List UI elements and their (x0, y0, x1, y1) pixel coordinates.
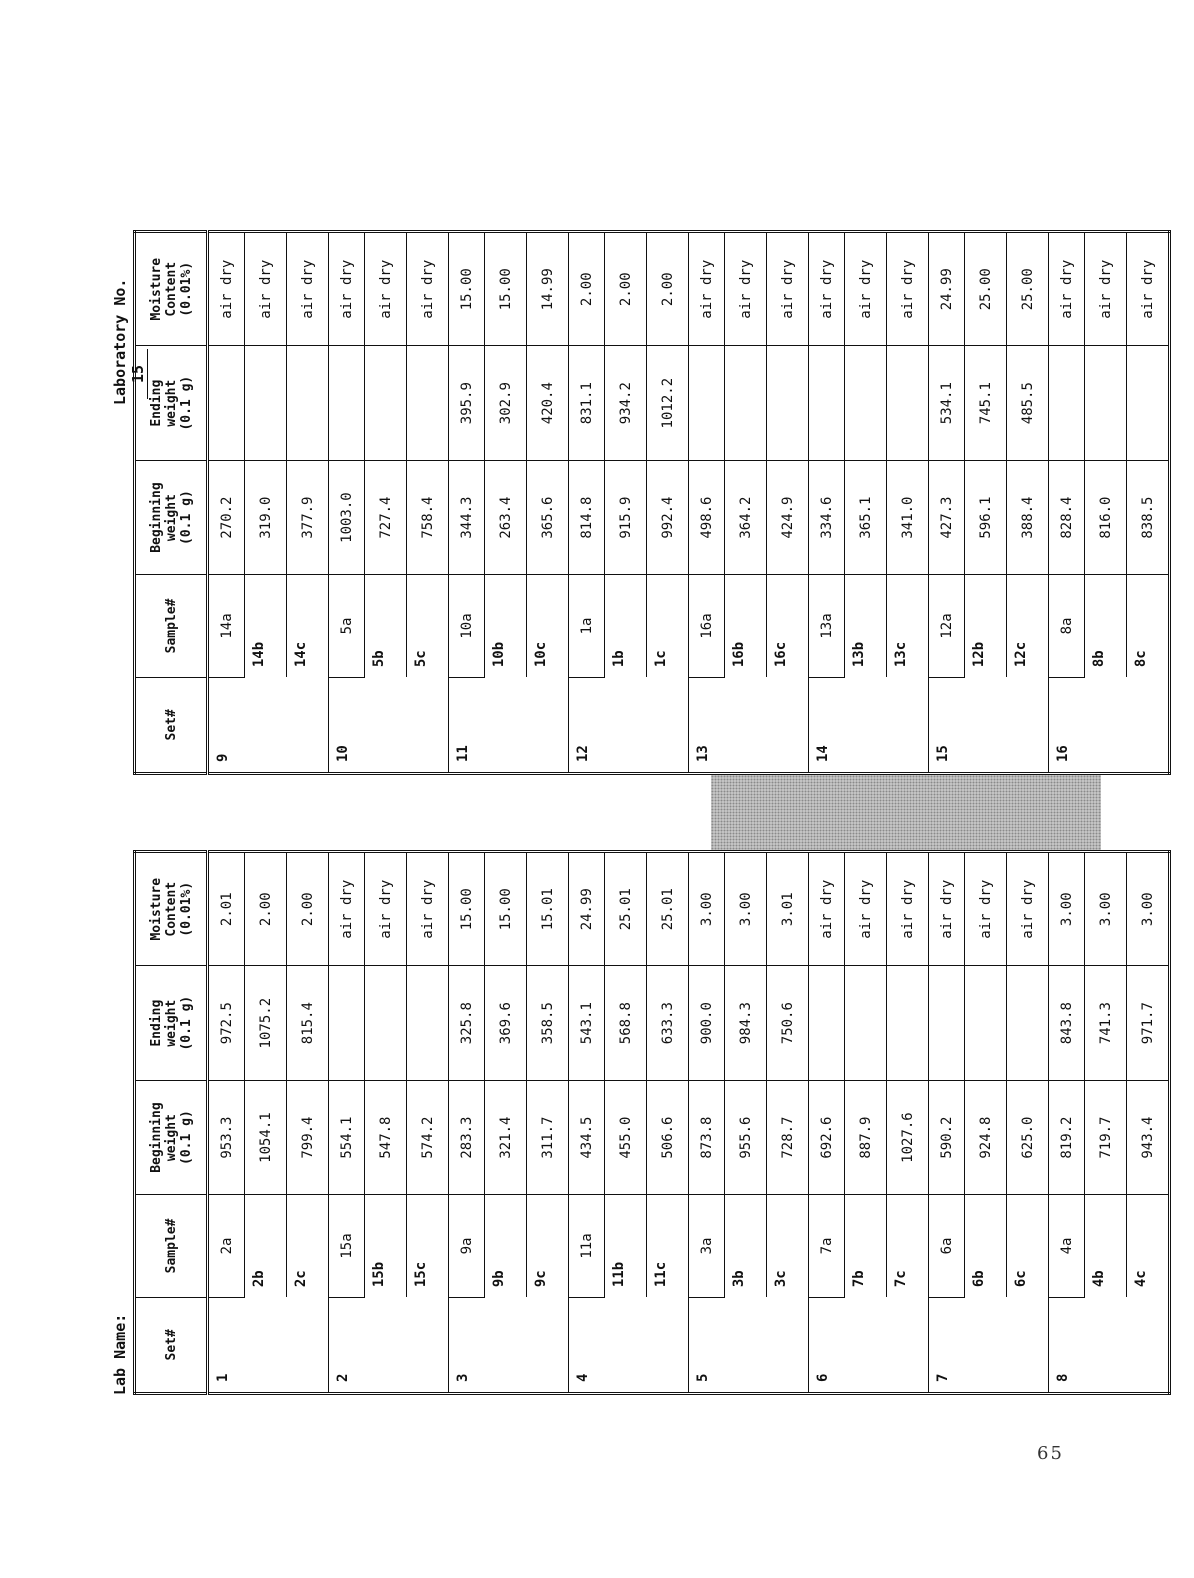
beginning-weight-cell: 728.7 (767, 1080, 809, 1194)
set-number-cell: 16 (1055, 745, 1071, 762)
ending-weight-cell: 750.6 (767, 966, 809, 1080)
ending-weight-cell: 302.9 (485, 346, 527, 460)
moisture-content-cell: air dry (365, 852, 407, 966)
ending-weight-cell: 395.9 (449, 346, 485, 460)
set-number-cell: 11 (449, 677, 569, 773)
beginning-weight-cell: 377.9 (287, 460, 329, 574)
ending-weight-cell: 534.1 (929, 346, 965, 460)
moisture-content-cell: 25.01 (605, 852, 647, 966)
beginning-weight-cell: 547.8 (365, 1080, 407, 1194)
beginning-weight-cell: 838.5 (1127, 460, 1170, 574)
moisture-content-cell: air dry (329, 232, 365, 346)
header-set: Set# (135, 1297, 208, 1393)
sample-cell: 14b (245, 575, 287, 677)
ending-weight-cell: 745.1 (965, 346, 1007, 460)
page-number: 65 (1037, 1443, 1064, 1464)
header-row (135, 232, 208, 774)
set-number-cell: 15 (929, 677, 1049, 773)
ending-weight-cell (845, 346, 887, 460)
set-number-cell: 5 (689, 1297, 809, 1393)
beginning-weight-cell: 424.9 (767, 460, 809, 574)
set-number-cell: 14 (809, 677, 929, 773)
sample-cell: 6a (929, 1195, 965, 1297)
ending-weight-cell: 633.3 (647, 966, 689, 1080)
moisture-content-cell: 24.99 (929, 232, 965, 346)
ending-weight-cell: 815.4 (287, 966, 329, 1080)
beginning-weight-cell: 263.4 (485, 460, 527, 574)
table-row (208, 852, 245, 1394)
table-row (1049, 232, 1085, 774)
ending-weight-cell (1049, 346, 1085, 460)
sample-cell: 7b (845, 1195, 887, 1297)
ending-weight-cell: 358.5 (527, 966, 569, 1080)
moisture-content-cell: air dry (887, 852, 929, 966)
sample-cell: 6c (1007, 1195, 1049, 1297)
set-number-cell: 10 (329, 677, 449, 773)
table-row (929, 232, 965, 774)
sample-cell: 15a (329, 1195, 365, 1297)
moisture-content-cell: 2.00 (569, 232, 605, 346)
sample-cell: 3b (725, 1195, 767, 1297)
sample-cell: 1c (647, 575, 689, 677)
sample-cell: 4a (1049, 1195, 1085, 1297)
moisture-content-cell: air dry (407, 852, 449, 966)
ending-weight-cell: 420.4 (527, 346, 569, 460)
sample-cell: 11b (605, 1195, 647, 1297)
table-row (329, 852, 365, 1394)
sample-cell: 4c (1133, 1270, 1149, 1288)
ending-weight-cell: 1012.2 (647, 346, 689, 460)
moisture-content-cell: 25.00 (1007, 232, 1049, 346)
moisture-content-cell: air dry (208, 232, 245, 346)
sample-cell: 9b (485, 1195, 527, 1297)
table-row (449, 232, 485, 774)
header-sample: Sample# (135, 1195, 208, 1297)
beginning-weight-cell: 887.9 (845, 1080, 887, 1194)
sample-cell: 5a (329, 575, 365, 677)
moisture-content-cell: air dry (329, 852, 365, 966)
moisture-content-cell: air dry (245, 232, 287, 346)
beginning-weight-cell: 625.0 (1007, 1080, 1049, 1194)
beginning-weight-cell: 816.0 (1085, 460, 1127, 574)
moisture-content-cell: 3.00 (1049, 852, 1085, 966)
ending-weight-cell (1007, 966, 1049, 1080)
table-row (569, 232, 605, 774)
beginning-weight-cell: 915.9 (605, 460, 647, 574)
ending-weight-cell (845, 966, 887, 1080)
ending-weight-cell: 543.1 (569, 966, 605, 1080)
shaded-separator (711, 775, 1101, 850)
moisture-content-cell: 14.99 (527, 232, 569, 346)
beginning-weight-cell: 828.4 (1049, 460, 1085, 574)
moisture-content-cell: air dry (845, 852, 887, 966)
ending-weight-cell (1127, 346, 1170, 460)
set-number-cell: 13 (689, 677, 809, 773)
table-row (569, 852, 605, 1394)
sample-cell: 1a (569, 575, 605, 677)
sample-cell: 11a (569, 1195, 605, 1297)
ending-weight-cell (365, 346, 407, 460)
beginning-weight-cell: 814.8 (569, 460, 605, 574)
moisture-table-right (133, 230, 1171, 775)
sample-cell: 16b (725, 575, 767, 677)
set-number-cell: 9 (208, 677, 329, 773)
ending-weight-cell (208, 346, 245, 460)
sample-cell: 9c (527, 1195, 569, 1297)
header-ending-weight: Ending weight (0.1 g) (135, 966, 208, 1080)
moisture-content-cell: air dry (725, 232, 767, 346)
ending-weight-cell (767, 346, 809, 460)
beginning-weight-cell: 692.6 (809, 1080, 845, 1194)
set-number-cell: 12 (569, 677, 689, 773)
ending-weight-cell: 843.8 (1049, 966, 1085, 1080)
lab-name-label: Lab Name: (111, 1313, 129, 1395)
sample-cell: 6b (965, 1195, 1007, 1297)
moisture-content-cell: air dry (689, 232, 725, 346)
ending-weight-cell (887, 346, 929, 460)
ending-weight-cell (245, 346, 287, 460)
header-row (135, 852, 208, 1394)
moisture-content-cell: air dry (407, 232, 449, 346)
laboratory-number-label: Laboratory No. (111, 278, 129, 405)
header-moisture-content: Moisture Content (0.01%) (135, 232, 208, 346)
header-ending-weight: Ending weight (0.1 g) (135, 346, 208, 460)
ending-weight-cell: 934.2 (605, 346, 647, 460)
ending-weight-cell: 984.3 (725, 966, 767, 1080)
table-row (208, 232, 245, 774)
sample-cell: 12c (1007, 575, 1049, 677)
moisture-content-cell: air dry (1127, 232, 1170, 346)
ending-weight-cell (329, 966, 365, 1080)
sample-cell: 7a (809, 1195, 845, 1297)
table-row (1049, 852, 1085, 1394)
beginning-weight-cell: 596.1 (965, 460, 1007, 574)
ending-weight-cell (725, 346, 767, 460)
sample-cell: 14c (287, 575, 329, 677)
set-number-cell: 1 (208, 1297, 329, 1393)
beginning-weight-cell: 1027.6 (887, 1080, 929, 1194)
moisture-content-cell: 15.01 (527, 852, 569, 966)
moisture-content-cell: air dry (887, 232, 929, 346)
beginning-weight-cell: 283.3 (449, 1080, 485, 1194)
header-beginning-weight: Beginning weight (0.1 g) (135, 1080, 208, 1194)
beginning-weight-cell: 719.7 (1085, 1080, 1127, 1194)
moisture-content-cell: air dry (287, 232, 329, 346)
beginning-weight-cell: 334.6 (809, 460, 845, 574)
set-number-cell: 4 (569, 1297, 689, 1393)
header-moisture-content: Moisture Content (0.01%) (135, 852, 208, 966)
moisture-content-cell: 15.00 (485, 852, 527, 966)
sample-cell: 5b (365, 575, 407, 677)
ending-weight-cell (1085, 346, 1127, 460)
beginning-weight-cell: 455.0 (605, 1080, 647, 1194)
beginning-weight-cell: 873.8 (689, 1080, 725, 1194)
moisture-content-cell: 25.01 (647, 852, 689, 966)
sample-cell: 12b (965, 575, 1007, 677)
set-number-cell: 8 (1055, 1373, 1071, 1382)
header-set: Set# (135, 677, 208, 773)
beginning-weight-cell: 574.2 (407, 1080, 449, 1194)
sample-cell: 10c (527, 575, 569, 677)
moisture-content-cell: 2.00 (287, 852, 329, 966)
sample-cell: 8c (1133, 650, 1149, 668)
sample-cell: 10a (449, 575, 485, 677)
sample-cell: 3c (767, 1195, 809, 1297)
sample-cell: 2c (287, 1195, 329, 1297)
sample-cell: 9a (449, 1195, 485, 1297)
beginning-weight-cell: 365.6 (527, 460, 569, 574)
table-row (929, 852, 965, 1394)
sample-cell: 13a (809, 575, 845, 677)
sample-cell: 2b (245, 1195, 287, 1297)
sample-cell: 16a (689, 575, 725, 677)
moisture-content-cell: 15.00 (449, 232, 485, 346)
moisture-content-cell: air dry (1049, 232, 1085, 346)
sample-cell: 13b (845, 575, 887, 677)
ending-weight-cell: 325.8 (449, 966, 485, 1080)
table-row (809, 852, 845, 1394)
set-number-cell: 6 (809, 1297, 929, 1393)
table-body (208, 852, 1170, 1394)
table-row (329, 232, 365, 774)
sample-cell: 7c (887, 1195, 929, 1297)
beginning-weight-cell: 819.2 (1049, 1080, 1085, 1194)
moisture-content-cell: air dry (365, 232, 407, 346)
beginning-weight-cell: 498.6 (689, 460, 725, 574)
sample-cell: 12a (929, 575, 965, 677)
beginning-weight-cell: 321.4 (485, 1080, 527, 1194)
ending-weight-cell (287, 346, 329, 460)
ending-weight-cell: 369.6 (485, 966, 527, 1080)
beginning-weight-cell: 943.4 (1127, 1080, 1170, 1194)
beginning-weight-cell: 955.6 (725, 1080, 767, 1194)
beginning-weight-cell: 992.4 (647, 460, 689, 574)
moisture-content-cell: 3.00 (1127, 852, 1170, 966)
sample-cell: 14a (208, 575, 245, 677)
moisture-content-cell: 2.01 (208, 852, 245, 966)
moisture-content-cell: 3.01 (767, 852, 809, 966)
ending-weight-cell: 1075.2 (245, 966, 287, 1080)
beginning-weight-cell: 758.4 (407, 460, 449, 574)
ending-weight-cell: 831.1 (569, 346, 605, 460)
beginning-weight-cell: 344.3 (449, 460, 485, 574)
beginning-weight-cell: 554.1 (329, 1080, 365, 1194)
ending-weight-cell (689, 346, 725, 460)
ending-weight-cell (407, 346, 449, 460)
moisture-content-cell: 2.00 (605, 232, 647, 346)
rotated-page (111, 215, 1156, 1395)
beginning-weight-cell: 727.4 (365, 460, 407, 574)
beginning-weight-cell: 924.8 (965, 1080, 1007, 1194)
ending-weight-cell: 971.7 (1127, 966, 1170, 1080)
sample-cell: 16c (767, 575, 809, 677)
beginning-weight-cell: 388.4 (1007, 460, 1049, 574)
laboratory-number-value: 15 (129, 349, 148, 399)
sample-cell: 4b (1085, 1195, 1127, 1297)
beginning-weight-cell: 364.2 (725, 460, 767, 574)
moisture-content-cell: air dry (809, 232, 845, 346)
sample-cell: 8b (1085, 575, 1127, 677)
beginning-weight-cell: 1054.1 (245, 1080, 287, 1194)
ending-weight-cell: 485.5 (1007, 346, 1049, 460)
beginning-weight-cell: 506.6 (647, 1080, 689, 1194)
table-body (208, 232, 1170, 774)
moisture-table-left (133, 850, 1171, 1395)
set-number-cell: 7 (929, 1297, 1049, 1393)
sample-cell: 5c (407, 575, 449, 677)
beginning-weight-cell: 311.7 (527, 1080, 569, 1194)
moisture-content-cell: air dry (767, 232, 809, 346)
moisture-content-cell: 3.00 (689, 852, 725, 966)
beginning-weight-cell: 953.3 (208, 1080, 245, 1194)
beginning-weight-cell: 1003.0 (329, 460, 365, 574)
moisture-content-cell: 15.00 (485, 232, 527, 346)
beginning-weight-cell: 365.1 (845, 460, 887, 574)
moisture-content-cell: 3.00 (725, 852, 767, 966)
ending-weight-cell (407, 966, 449, 1080)
set-number-cell: 2 (329, 1297, 449, 1393)
sample-cell: 15c (407, 1195, 449, 1297)
ending-weight-cell: 900.0 (689, 966, 725, 1080)
sample-cell: 15b (365, 1195, 407, 1297)
ending-weight-cell: 972.5 (208, 966, 245, 1080)
sample-cell: 11c (647, 1195, 689, 1297)
table-row (689, 232, 725, 774)
ending-weight-cell (329, 346, 365, 460)
beginning-weight-cell: 434.5 (569, 1080, 605, 1194)
moisture-content-cell: air dry (845, 232, 887, 346)
moisture-content-cell: air dry (809, 852, 845, 966)
moisture-content-cell: 2.00 (647, 232, 689, 346)
beginning-weight-cell: 590.2 (929, 1080, 965, 1194)
ending-weight-cell (365, 966, 407, 1080)
ending-weight-cell (887, 966, 929, 1080)
moisture-content-cell: 24.99 (569, 852, 605, 966)
moisture-content-cell: air dry (1085, 232, 1127, 346)
set-number-cell: 3 (449, 1297, 569, 1393)
header-sample: Sample# (135, 575, 208, 677)
ending-weight-cell (929, 966, 965, 1080)
beginning-weight-cell: 799.4 (287, 1080, 329, 1194)
table-row (449, 852, 485, 1394)
moisture-content-cell: 15.00 (449, 852, 485, 966)
beginning-weight-cell: 319.0 (245, 460, 287, 574)
moisture-content-cell: 25.00 (965, 232, 1007, 346)
table-row (689, 852, 725, 1394)
sample-cell: 10b (485, 575, 527, 677)
sample-cell: 2a (208, 1195, 245, 1297)
moisture-content-cell: 3.00 (1085, 852, 1127, 966)
ending-weight-cell (809, 966, 845, 1080)
header-beginning-weight: Beginning weight (0.1 g) (135, 460, 208, 574)
ending-weight-cell (965, 966, 1007, 1080)
sample-cell: 1b (605, 575, 647, 677)
ending-weight-cell: 741.3 (1085, 966, 1127, 1080)
moisture-content-cell: 2.00 (245, 852, 287, 966)
beginning-weight-cell: 341.0 (887, 460, 929, 574)
moisture-content-cell: air dry (1007, 852, 1049, 966)
sample-cell: 13c (887, 575, 929, 677)
table-row (809, 232, 845, 774)
moisture-content-cell: air dry (929, 852, 965, 966)
moisture-content-cell: air dry (965, 852, 1007, 966)
ending-weight-cell (809, 346, 845, 460)
beginning-weight-cell: 270.2 (208, 460, 245, 574)
beginning-weight-cell: 427.3 (929, 460, 965, 574)
ending-weight-cell: 568.8 (605, 966, 647, 1080)
sample-cell: 3a (689, 1195, 725, 1297)
sample-cell: 8a (1049, 575, 1085, 677)
